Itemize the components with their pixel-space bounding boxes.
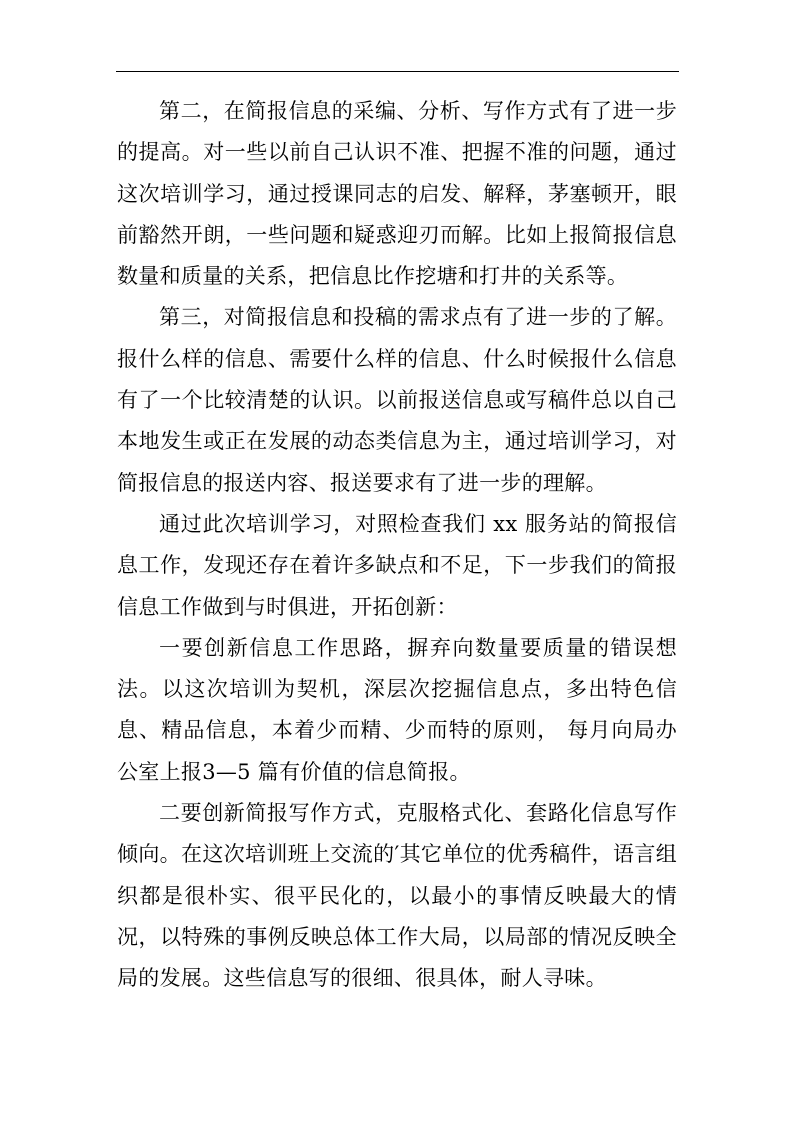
paragraph-third-point: 第三，对简报信息和投稿的需求点有了进一步的了解。报什么样的信息、需要什么样的信息、什么时候报什么信息有了一个比较清楚的认识。以前报送信息或写稿件总以自己本地发生或正在发展的动态类信息为主，通过培训学习，对简报信息的报送内容、报送要求有了进一步的理解。: [117, 305, 677, 495]
paragraph-second-point: 第二，在简报信息的采编、分析、写作方式有了进一步的提高。对一些以前自己认识不准、把握不准的问题，通过这次培训学习，通过授课同志的启发、解释，茅塞顿开，眼前豁然开朗，一些问题和疑惑迎刃而解。比如上报简报信息数量和质量的关系，把信息比作挖塘和打井的关系等。: [117, 99, 677, 289]
paragraph-self-review: 通过此次培训学习，对照检查我们 xx 服务站的简报信息工作，发现还存在着许多缺点和不足，下一步我们的简报信息工作做到与时俱进，开拓创新：: [117, 511, 677, 619]
paragraph-innovate-thinking: 一要创新信息工作思路，摒弃向数量要质量的错误想法。以这次培训为契机，深层次挖掘信息点，多出特色信息、精品信息，本着少而精、少而特的原则， 每月向局办公室上报3—5 篇有价值的信息简报。: [117, 635, 677, 784]
document-body: [117, 91, 677, 1000]
paragraph-innovate-writing: 二要创新简报写作方式，克服格式化、套路化信息写作倾向。在这次培训班上交流的′其它单位的优秀稿件，语言组织都是很朴实、很平民化的，以最小的事情反映最大的情况，以特殊的事例反映总体工作大局，以局部的情况反映全局的发展。这些信息写的很细、很具体，耐人寻味。: [117, 801, 677, 991]
header-rule: [116, 71, 679, 72]
